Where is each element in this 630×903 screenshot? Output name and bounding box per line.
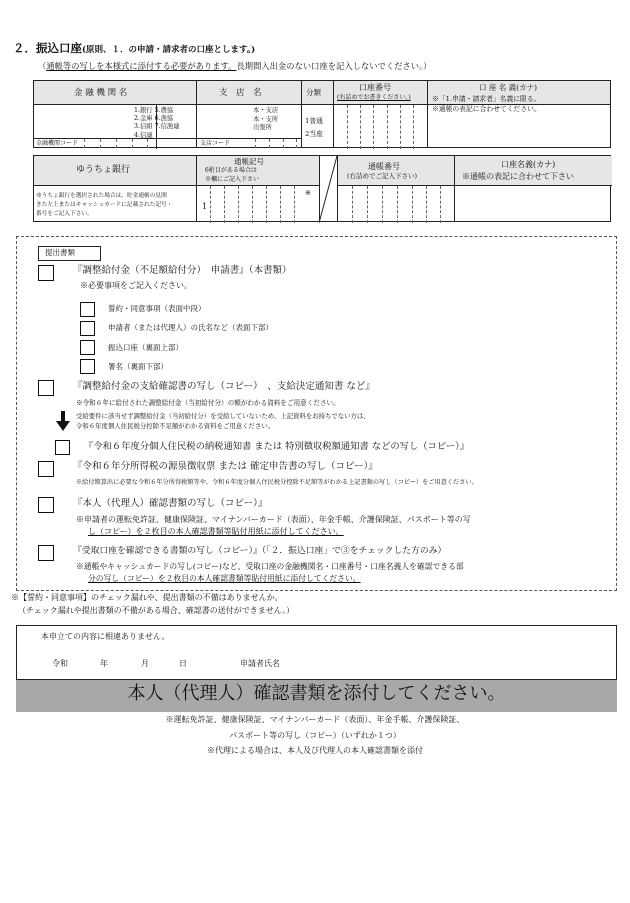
yucho-number-note: (右詰めでご記入下さい) <box>347 172 418 180</box>
bank-type-option[interactable]: 1.銀行 5.農協 <box>134 107 174 114</box>
checkbox-sub-2[interactable] <box>80 321 95 336</box>
yucho-holder-header: 口座名義(カナ) <box>501 160 556 169</box>
section-title-note: (原則、１．の申請・請求者の口座とします。) <box>82 45 256 55</box>
doc-item-1: 『調整給付金（不足額給付分） 申請書』（本書類） <box>73 265 292 276</box>
doc-item-6: 『受取口座を確認できる書類の写し（コピー）』（「２．振込口座」で③をチェックした方のみ） <box>73 546 447 556</box>
checkbox-sub-4[interactable] <box>80 359 95 374</box>
yucho-symbol-note-1: 6桁目がある場合は <box>205 167 257 174</box>
yucho-number-cells[interactable] <box>337 186 454 223</box>
account-type-option[interactable]: 2当座 <box>305 130 323 138</box>
warning-line-2: （チェック漏れや提出書類の不備がある場合、確認書の送付ができません。） <box>18 606 295 615</box>
yucho-mark: ※ <box>305 189 311 197</box>
holder-note-1: ※「1.申請・請求者」名義に限る。 <box>432 95 541 103</box>
branch-type-option[interactable]: 出張所 <box>253 124 272 131</box>
bank-code-cells[interactable] <box>84 139 148 148</box>
sub-item-2: 申請者（または代理人）の氏名など（表面下部） <box>108 323 273 332</box>
account-number-note: (右詰めでお書きください。) <box>337 94 411 101</box>
sub-item-1: 誓約・同意事項（表面中段） <box>108 304 206 313</box>
branch-type-option[interactable]: 本・支店 <box>253 107 279 114</box>
account-type-options <box>305 115 323 141</box>
sign-day: 日 <box>179 659 187 668</box>
account-number-header: 口座番号 <box>359 83 391 92</box>
yucho-slash <box>319 156 337 223</box>
doc-item-5-note-1: ※申請者の運転免許証、健康保険証、マイナンバーカード（表面）、年金手帳、介護保険証、パスポート等の写 <box>76 515 471 524</box>
yucho-table <box>33 155 611 222</box>
instr-underlined: 通帳等の写しを本様式に添付する必要があります。 <box>46 61 237 71</box>
yucho-left-note <box>36 192 172 219</box>
branch-code-cells[interactable] <box>255 139 297 148</box>
yucho-title: ゆうちょ銀行 <box>76 165 131 175</box>
yucho-first-digit: 1 <box>202 202 208 211</box>
account-type-header: 分類 <box>306 88 321 97</box>
yucho-left-note-line: ゆうちょ銀行を選択された場合は、貯金通帳の見開 <box>36 193 167 199</box>
checkbox-sub-1[interactable] <box>80 302 95 317</box>
holder-note-2: ※通帳の表記に合わせてください。 <box>432 105 541 113</box>
checkbox-item-3[interactable] <box>55 440 70 455</box>
bank-type-option[interactable]: 4.信連 <box>134 131 153 139</box>
doc-item-3: 『令和６年度分個人住民税の納税通知書 または 特別徴収税額通知書 などの写し（コピー）』 <box>84 441 470 452</box>
branch-type-options <box>253 107 278 133</box>
doc-item-4: 『令和６年分所得税の源泉徴収票 または 確定申告書の写し（コピー）』 <box>73 461 378 472</box>
bank-account-table <box>33 80 611 148</box>
section-title-text: 振込口座 <box>36 41 82 55</box>
footer-line-2: パスポート等の写し（コピー）（いずれか１つ） <box>229 731 401 740</box>
holder-header: 口 座 名 義(カナ) <box>479 83 538 92</box>
yucho-symbol-note-2: ※欄にご記入下さい <box>205 176 260 183</box>
yucho-symbol-header: 通帳記号 <box>234 157 264 166</box>
arrow-note-2: 令和６年度個人住民税分控除不足額がわかる資料をご用意ください。 <box>76 422 275 430</box>
account-number-cells[interactable] <box>334 105 427 149</box>
docs-header: 提出書類 <box>45 248 75 257</box>
bank-type-option[interactable]: 2.金庫 6.漁協 <box>134 115 174 123</box>
doc-item-2: 『調整給付金の支給確認書の写し（コピー） 、支給決定通知書 など』 <box>73 381 375 392</box>
sign-year: 年 <box>100 659 108 668</box>
account-type-option[interactable]: 1普通 <box>305 117 323 125</box>
section-number: ２． <box>13 41 36 55</box>
yucho-number-header: 通帳番号 <box>368 162 400 171</box>
doc-item-5-note-2: し（コピー）を２枚目の本人確認書類等貼付用紙に添付してください。 <box>88 527 344 536</box>
warning-line-1: ※【誓約・同意事項】のチェック漏れや、提出書類の不備はありませんか。 <box>11 593 283 602</box>
doc-item-5: 『本人（代理人）確認書類の写し（コピー）』 <box>73 498 268 509</box>
checkbox-item-1[interactable] <box>38 265 54 281</box>
checkbox-item-2[interactable] <box>38 380 54 396</box>
down-arrow-icon <box>56 411 70 431</box>
footer-line-1: ※運転免許証、健康保険証、マイナンバーカード（表面）、年金手帳、介護保険証、 <box>165 715 465 724</box>
bank-type-option[interactable]: 3.信組 7.信漁連 <box>134 123 180 131</box>
bank-code-label: 金融機関コード <box>36 140 79 147</box>
yucho-left-note-line: 番号をご記入下さい。 <box>36 211 93 217</box>
branch-name-header: 支 店 名 <box>219 88 262 98</box>
section-title <box>13 42 255 56</box>
instr-rest: 長期間入出金のない口座を記入しないでください。 <box>236 61 424 71</box>
checkbox-item-6[interactable] <box>38 545 54 561</box>
sign-era: 令和 <box>52 659 68 668</box>
yucho-holder-note: ※通帳の表記に合わせて下さい <box>462 172 574 181</box>
yucho-symbol-cells[interactable] <box>210 186 308 223</box>
bank-name-header: 金 融 機 関 名 <box>74 88 128 98</box>
checkbox-item-5[interactable] <box>38 497 54 513</box>
signature-statement: 本申立ての内容に相違ありません。 <box>41 632 170 641</box>
checkbox-sub-3[interactable] <box>80 340 95 355</box>
doc-item-2-note: ※令和６年に給付された調整給付金（当初給付分）の額がわかる資料をご用意ください。 <box>76 399 340 407</box>
id-banner-text: 本人（代理人）確認書類を添付してください。 <box>127 683 506 704</box>
applicant-name-label: 申請者氏名 <box>240 659 280 668</box>
yucho-left-note-line: きた左上またはキャッシュカードに記載された記号・ <box>36 202 173 208</box>
arrow-note-1: 受給要件に該当せず調整給付金（当初給付分）を受給していないため、上記資料をお持ちでない方は、 <box>76 412 370 420</box>
doc-item-1-note: ※必要事項をご記入ください。 <box>80 281 192 290</box>
footer-line-3: ※代理による場合は、本人及び代理人の本人確認書類を添付 <box>207 746 423 755</box>
instr-open: （ <box>38 61 47 71</box>
branch-code-label: 支店コード <box>200 140 231 147</box>
bank-type-options <box>134 107 180 140</box>
sub-item-3: 振込口座（裏面上部） <box>108 343 183 352</box>
doc-item-6-note-1: ※通帳やキャッシュカードの写し(コピー)など、受取口座の金融機関名・口座番号・口座名義人を確認できる部 <box>76 562 464 571</box>
doc-item-6-note-2: 分の写し（コピー）を２枚目の本人確認書類等貼付用紙に添付してください。 <box>88 574 361 583</box>
sub-item-4: 署名（裏面下部） <box>108 362 168 371</box>
branch-type-option[interactable]: 本・支所 <box>253 115 279 123</box>
checkbox-item-4[interactable] <box>38 461 54 477</box>
instr-close: ） <box>423 61 432 71</box>
doc-item-4-note: ※給付額算出に必要な令和６年分所得税額等や、令和６年度分個人住民税分控除不足額等がわかる上記書類の写し（コピー）をご用意ください。 <box>76 479 478 486</box>
sign-month: 月 <box>141 659 149 668</box>
section-instruction <box>38 62 431 72</box>
